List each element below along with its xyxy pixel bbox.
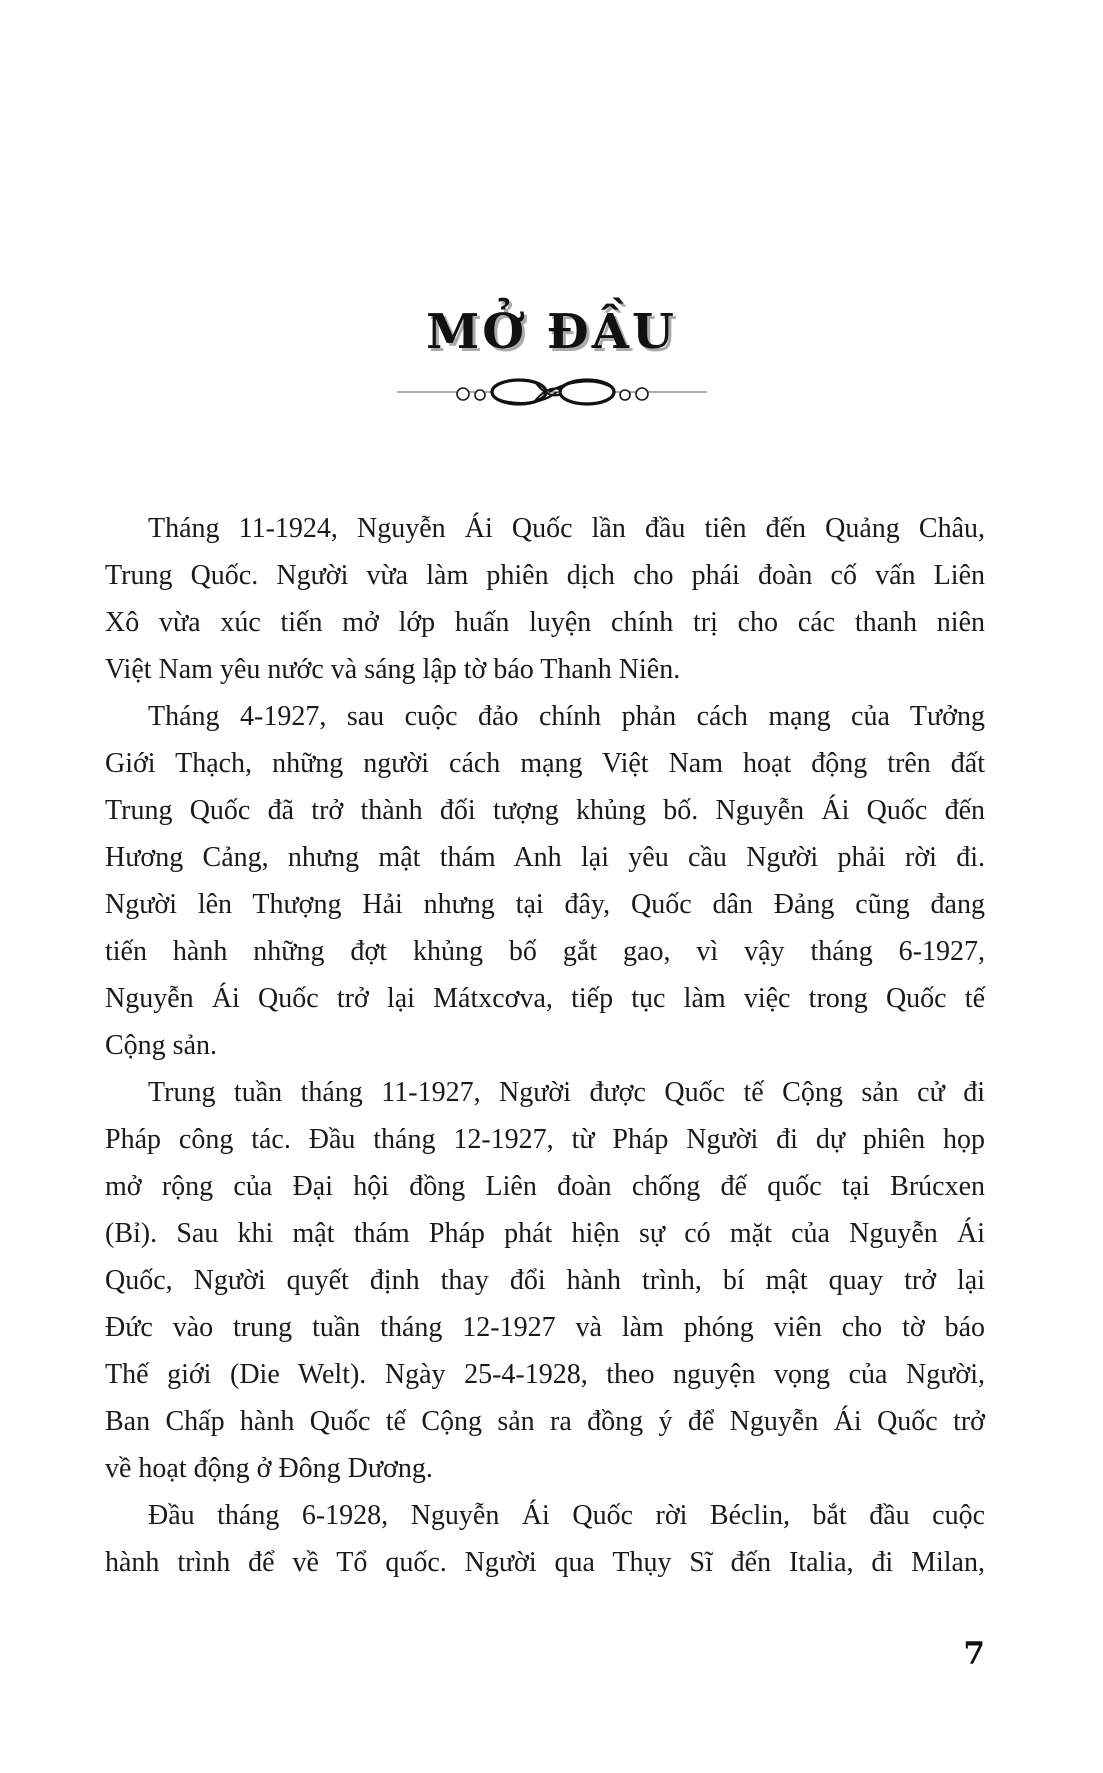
text-line: Trung Quốc đã trở thành đối tượng khủng bố. Nguyễn Ái Quốc đến (105, 795, 985, 826)
text-line: Pháp công tác. Đầu tháng 12-1927, từ Pháp Người đi dự phiên họp (105, 1124, 985, 1155)
text-line: Thế giới (Die Welt). Ngày 25-4-1928, theo nguyện vọng của Người, (105, 1359, 985, 1390)
text-line: Hương Cảng, nhưng mật thám Anh lại yêu cầu Người phải rời đi. (105, 842, 985, 873)
text-line: về hoạt động ở Đông Dương. (105, 1453, 433, 1484)
text-line: Trung Quốc. Người vừa làm phiên dịch cho phái đoàn cố vấn Liên (105, 560, 985, 591)
text-line: Nguyễn Ái Quốc trở lại Mátxcơva, tiếp tục làm việc trong Quốc tế (105, 983, 985, 1014)
text-line: Người lên Thượng Hải nhưng tại đây, Quốc dân Đảng cũng đang (105, 889, 985, 920)
title-divider (0, 372, 1103, 417)
text-line: hành trình để về Tổ quốc. Người qua Thụy Sĩ đến Italia, đi Milan, (105, 1547, 985, 1578)
text-line: Trung tuần tháng 11-1927, Người được Quốc tế Cộng sản cử đi (148, 1077, 985, 1108)
body-text (105, 505, 985, 1586)
text-line: tiến hành những đợt khủng bố gắt gao, vì vậy tháng 6-1927, (105, 936, 985, 967)
text-line: Tháng 4-1927, sau cuộc đảo chính phản cách mạng của Tưởng (148, 701, 985, 732)
text-line: Ban Chấp hành Quốc tế Cộng sản ra đồng ý để Nguyễn Ái Quốc trở (105, 1406, 985, 1437)
title-section (0, 306, 1103, 359)
text-line: Giới Thạch, những người cách mạng Việt Nam hoạt động trên đất (105, 748, 985, 779)
text-line: Cộng sản. (105, 1030, 217, 1061)
text-line: Đầu tháng 6-1928, Nguyễn Ái Quốc rời Béclin, bắt đầu cuộc (148, 1500, 985, 1531)
text-line: Tháng 11-1924, Nguyễn Ái Quốc lần đầu tiên đến Quảng Châu, (148, 513, 985, 544)
text-line: Xô vừa xúc tiến mở lớp huấn luyện chính trị cho các thanh niên (105, 607, 985, 638)
text-line: Quốc, Người quyết định thay đổi hành trình, bí mật quay trở lại (105, 1265, 985, 1296)
text-line: Đức vào trung tuần tháng 12-1927 và làm phóng viên cho tờ báo (105, 1312, 985, 1343)
text-line: mở rộng của Đại hội đồng Liên đoàn chống đế quốc tại Brúcxen (105, 1171, 985, 1202)
text-line: Việt Nam yêu nước và sáng lập tờ báo Thanh Niên. (105, 654, 681, 685)
text-line: (Bỉ). Sau khi mật thám Pháp phát hiện sự có mặt của Nguyễn Ái (105, 1218, 985, 1249)
page-number: 7 (963, 1636, 985, 1672)
divider-flourish-icon (397, 372, 707, 412)
page-title: MỞ ĐẦU (426, 304, 677, 360)
